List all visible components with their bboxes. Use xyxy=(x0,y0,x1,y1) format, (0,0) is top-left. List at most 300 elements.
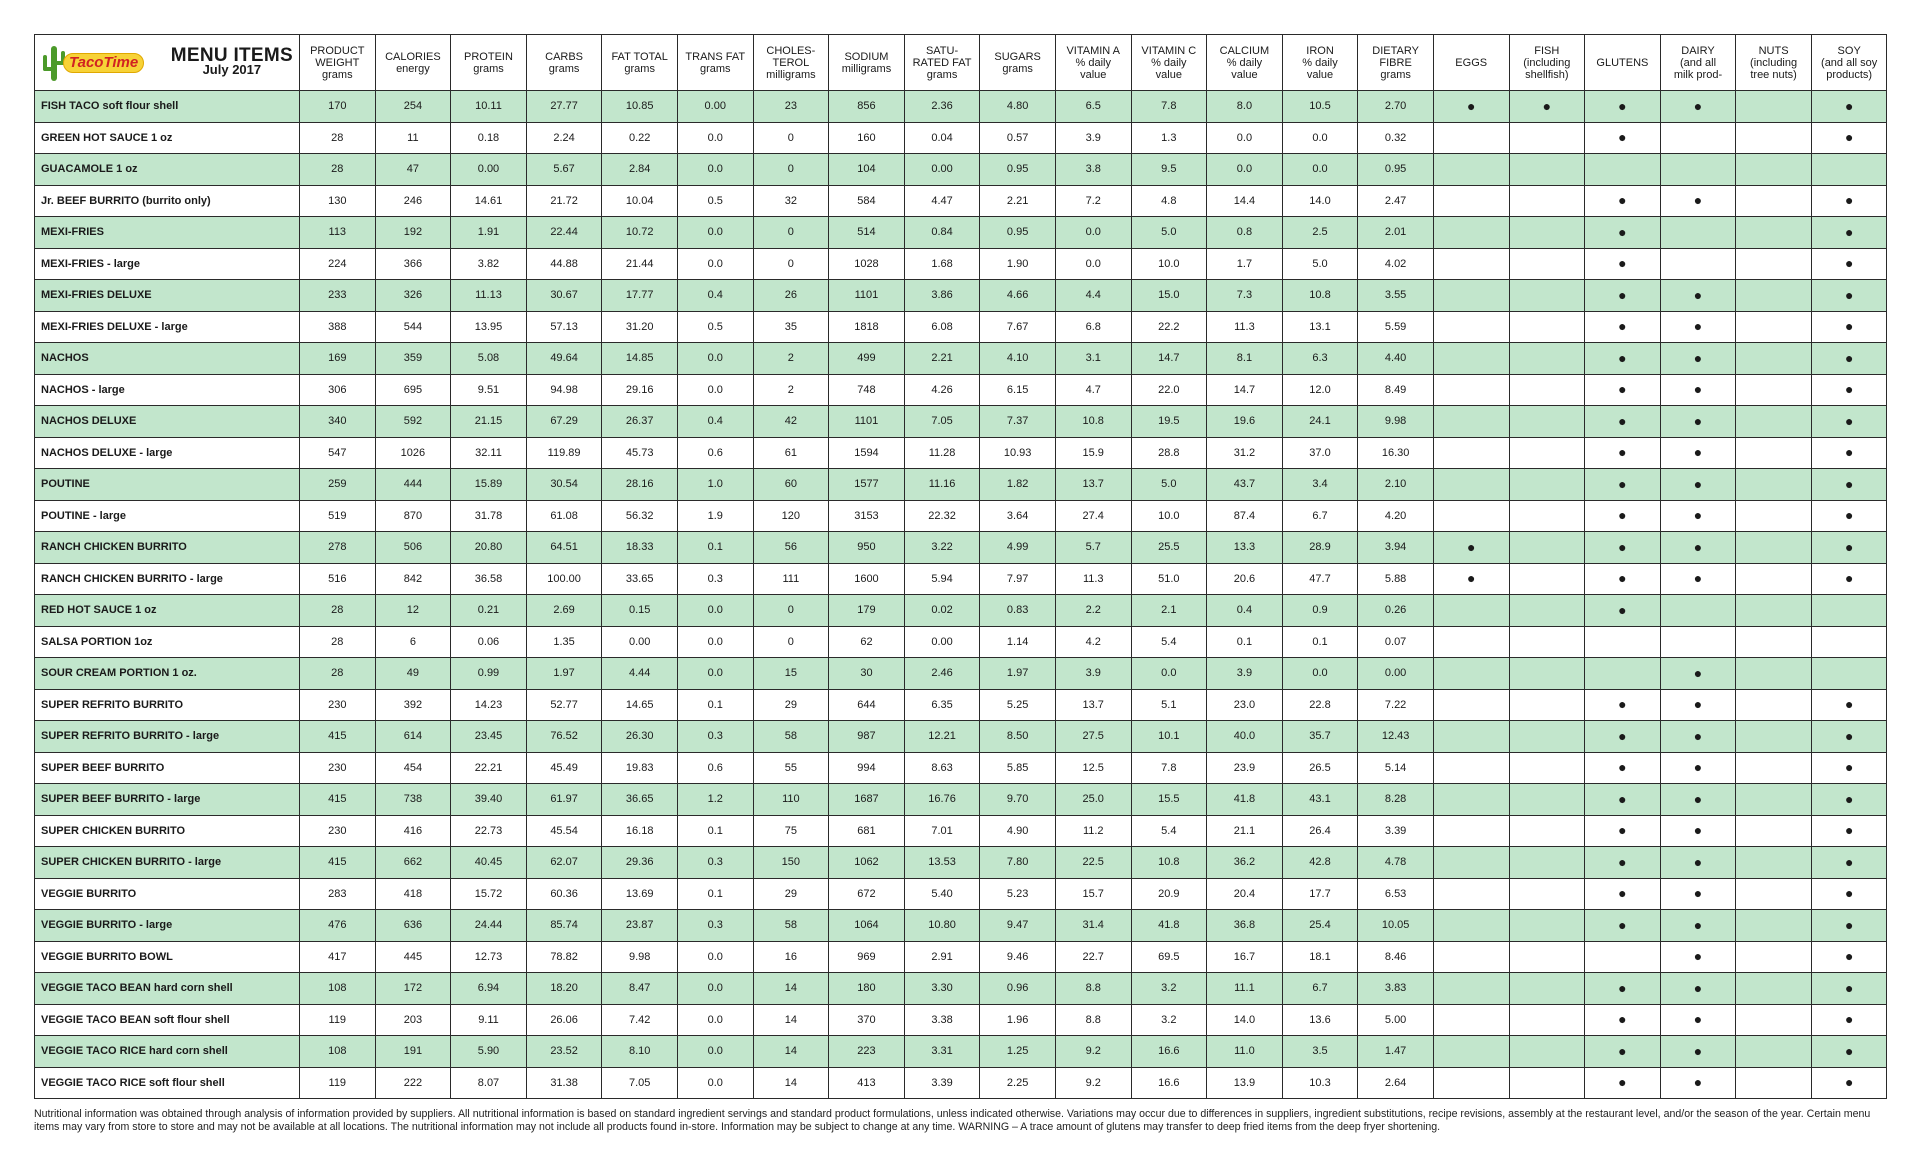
nutrient-value: 42.8 xyxy=(1282,847,1358,879)
nutrient-value: 0.0 xyxy=(677,248,753,280)
nutrient-value: 0.95 xyxy=(980,217,1056,249)
allergen-dot-icon: ● xyxy=(1618,97,1627,114)
allergen-cell xyxy=(1585,532,1661,564)
nutrient-value: 113 xyxy=(300,217,376,249)
column-header xyxy=(1585,35,1661,91)
nutrient-value: 14.85 xyxy=(602,343,678,375)
allergen-dot-icon: ● xyxy=(1693,475,1703,492)
allergen-dot-icon: ● xyxy=(1693,1042,1703,1059)
nutrient-value: 388 xyxy=(300,311,376,343)
allergen-cell xyxy=(1811,815,1887,847)
allergen-dot-icon: ● xyxy=(1466,570,1476,587)
nutrient-value: 36.65 xyxy=(602,784,678,816)
nutrient-value: 5.1 xyxy=(1131,689,1207,721)
nutrient-value: 45.49 xyxy=(526,752,602,784)
nutrient-value: 10.72 xyxy=(602,217,678,249)
nutrient-value: 4.44 xyxy=(602,658,678,690)
allergen-dot-icon: ● xyxy=(1693,885,1703,902)
allergen-cell xyxy=(1811,941,1887,973)
nutrient-value: 6.08 xyxy=(904,311,980,343)
allergen-cell xyxy=(1509,941,1585,973)
nutrient-value: 44.88 xyxy=(526,248,602,280)
column-header-line: CALCIUM xyxy=(1219,44,1270,57)
nutrient-value: 2.01 xyxy=(1358,217,1434,249)
column-header xyxy=(1433,35,1509,91)
nutrient-value: 0 xyxy=(753,248,829,280)
nutrient-value: 5.14 xyxy=(1358,752,1434,784)
allergen-cell xyxy=(1736,217,1812,249)
allergen-dot-icon: ● xyxy=(1618,349,1627,366)
nutrient-value: 476 xyxy=(300,910,376,942)
column-header-line: CHOLES- xyxy=(766,44,816,57)
nutrient-value: 0.4 xyxy=(1207,595,1283,627)
allergen-cell xyxy=(1811,185,1887,217)
allergen-dot-icon: ● xyxy=(1618,696,1627,713)
column-header-line: PRODUCT xyxy=(310,44,365,57)
nutrient-value: 2.84 xyxy=(602,154,678,186)
allergen-cell xyxy=(1509,248,1585,280)
menu-item-name: RANCH CHICKEN BURRITO xyxy=(35,532,300,564)
table-row xyxy=(35,343,1887,375)
header-row xyxy=(35,35,1887,91)
nutrient-value: 6.8 xyxy=(1055,311,1131,343)
nutrient-value: 18.20 xyxy=(526,973,602,1005)
nutrient-value: 672 xyxy=(829,878,905,910)
nutrient-value: 12.73 xyxy=(451,941,527,973)
nutrient-value: 21.1 xyxy=(1207,815,1283,847)
nutrient-value: 516 xyxy=(300,563,376,595)
nutrient-value: 31.4 xyxy=(1055,910,1131,942)
table-row xyxy=(35,500,1887,532)
allergen-cell xyxy=(1660,973,1736,1005)
table-row xyxy=(35,1067,1887,1099)
nutrient-value: 28.9 xyxy=(1282,532,1358,564)
nutrient-value: 2.36 xyxy=(904,91,980,123)
nutrient-value: 1.25 xyxy=(980,1036,1056,1068)
nutrient-value: 28 xyxy=(300,154,376,186)
nutrient-value: 78.82 xyxy=(526,941,602,973)
nutrient-value: 519 xyxy=(300,500,376,532)
allergen-cell xyxy=(1736,122,1812,154)
allergen-cell xyxy=(1433,185,1509,217)
allergen-cell xyxy=(1736,532,1812,564)
nutrient-value: 55 xyxy=(753,752,829,784)
tacotime-logo xyxy=(41,43,144,83)
nutrient-value: 2.70 xyxy=(1358,91,1434,123)
allergen-cell xyxy=(1736,973,1812,1005)
nutrient-value: 0.3 xyxy=(677,847,753,879)
allergen-cell xyxy=(1509,563,1585,595)
allergen-cell xyxy=(1509,91,1585,123)
nutrient-value: 19.83 xyxy=(602,752,678,784)
menu-item-name: VEGGIE BURRITO - large xyxy=(35,910,300,942)
nutrient-value: 43.1 xyxy=(1282,784,1358,816)
menu-item-name: SUPER REFRITO BURRITO xyxy=(35,689,300,721)
nutrient-value: 8.46 xyxy=(1358,941,1434,973)
menu-item-name: SOUR CREAM PORTION 1 oz. xyxy=(35,658,300,690)
table-body xyxy=(35,91,1887,1099)
menu-item-name: Jr. BEEF BURRITO (burrito only) xyxy=(35,185,300,217)
nutrient-value: 7.05 xyxy=(602,1067,678,1099)
nutrient-value: 17.77 xyxy=(602,280,678,312)
nutrient-value: 13.7 xyxy=(1055,469,1131,501)
nutrient-value: 5.88 xyxy=(1358,563,1434,595)
nutrient-value: 13.95 xyxy=(451,311,527,343)
allergen-cell xyxy=(1433,437,1509,469)
column-header xyxy=(375,35,451,91)
allergen-cell xyxy=(1660,1036,1736,1068)
nutrient-value: 1577 xyxy=(829,469,905,501)
nutrient-value: 259 xyxy=(300,469,376,501)
nutrient-value: 0.1 xyxy=(677,532,753,564)
nutrient-value: 6.35 xyxy=(904,689,980,721)
nutrient-value: 23.0 xyxy=(1207,689,1283,721)
nutrient-value: 30 xyxy=(829,658,905,690)
nutrient-value: 15.89 xyxy=(451,469,527,501)
nutrient-value: 31.2 xyxy=(1207,437,1283,469)
nutrient-value: 13.9 xyxy=(1207,1067,1283,1099)
nutrient-value: 1.97 xyxy=(526,658,602,690)
allergen-dot-icon: ● xyxy=(1618,979,1627,996)
allergen-cell xyxy=(1585,217,1661,249)
nutrient-value: 23.9 xyxy=(1207,752,1283,784)
table-row xyxy=(35,941,1887,973)
nutrient-value: 8.07 xyxy=(451,1067,527,1099)
nutrient-value: 0.0 xyxy=(677,1004,753,1036)
nutrient-value: 4.4 xyxy=(1055,280,1131,312)
allergen-cell xyxy=(1433,595,1509,627)
nutrient-value: 52.77 xyxy=(526,689,602,721)
nutrient-value: 14.4 xyxy=(1207,185,1283,217)
nutrient-value: 415 xyxy=(300,721,376,753)
column-header-line: SOY xyxy=(1837,44,1861,57)
allergen-cell xyxy=(1736,185,1812,217)
nutrient-value: 1.47 xyxy=(1358,1036,1434,1068)
nutrient-value: 445 xyxy=(375,941,451,973)
nutrient-value: 14.0 xyxy=(1207,1004,1283,1036)
nutrient-value: 0.07 xyxy=(1358,626,1434,658)
allergen-dot-icon: ● xyxy=(1618,507,1627,524)
nutrient-value: 4.80 xyxy=(980,91,1056,123)
menu-item-name: MEXI-FRIES DELUXE - large xyxy=(35,311,300,343)
nutrient-value: 3.55 xyxy=(1358,280,1434,312)
nutrient-value: 0.0 xyxy=(677,1067,753,1099)
nutrient-value: 85.74 xyxy=(526,910,602,942)
nutrient-value: 5.0 xyxy=(1131,217,1207,249)
nutrient-value: 1.14 xyxy=(980,626,1056,658)
allergen-dot-icon: ● xyxy=(1693,97,1703,114)
column-header-line: TRANS FAT xyxy=(685,50,746,63)
nutrient-value: 24.1 xyxy=(1282,406,1358,438)
nutrient-value: 3.8 xyxy=(1055,154,1131,186)
column-header-line: grams xyxy=(624,62,655,75)
nutrient-value: 11.3 xyxy=(1055,563,1131,595)
allergen-cell xyxy=(1736,154,1812,186)
nutrient-value: 415 xyxy=(300,784,376,816)
nutrient-value: 454 xyxy=(375,752,451,784)
nutrient-value: 5.4 xyxy=(1131,626,1207,658)
nutrient-value: 20.6 xyxy=(1207,563,1283,595)
allergen-dot-icon: ● xyxy=(1618,759,1627,776)
nutrient-value: 3.82 xyxy=(451,248,527,280)
nutrient-value: 0.5 xyxy=(677,185,753,217)
nutrient-value: 13.7 xyxy=(1055,689,1131,721)
nutrient-value: 1.3 xyxy=(1131,122,1207,154)
allergen-dot-icon: ● xyxy=(1693,412,1703,429)
allergen-cell xyxy=(1811,752,1887,784)
nutrient-value: 21.72 xyxy=(526,185,602,217)
table-row xyxy=(35,1036,1887,1068)
nutrient-value: 76.52 xyxy=(526,721,602,753)
allergen-dot-icon: ● xyxy=(1844,223,1854,240)
nutrient-value: 14.65 xyxy=(602,689,678,721)
table-row xyxy=(35,973,1887,1005)
nutrient-value: 29 xyxy=(753,878,829,910)
nutrient-value: 26.5 xyxy=(1282,752,1358,784)
allergen-cell xyxy=(1736,721,1812,753)
allergen-cell xyxy=(1585,248,1661,280)
nutrient-value: 58 xyxy=(753,910,829,942)
nutrient-value: 0.83 xyxy=(980,595,1056,627)
nutrient-value: 172 xyxy=(375,973,451,1005)
table-row xyxy=(35,248,1887,280)
nutrient-value: 1.91 xyxy=(451,217,527,249)
nutrient-value: 7.22 xyxy=(1358,689,1434,721)
allergen-cell xyxy=(1736,626,1812,658)
nutrient-value: 6.7 xyxy=(1282,973,1358,1005)
allergen-cell xyxy=(1811,406,1887,438)
allergen-dot-icon: ● xyxy=(1618,570,1627,587)
nutrient-value: 0 xyxy=(753,154,829,186)
allergen-dot-icon: ● xyxy=(1618,916,1627,933)
nutrient-value: 12.21 xyxy=(904,721,980,753)
allergen-dot-icon: ● xyxy=(1618,1042,1627,1059)
nutrient-value: 14.7 xyxy=(1207,374,1283,406)
nutrient-value: 0.00 xyxy=(451,154,527,186)
nutrient-value: 150 xyxy=(753,847,829,879)
nutrient-value: 748 xyxy=(829,374,905,406)
allergen-cell xyxy=(1736,658,1812,690)
column-header-line: grams xyxy=(1380,68,1411,81)
nutrient-value: 695 xyxy=(375,374,451,406)
nutrient-value: 9.98 xyxy=(1358,406,1434,438)
nutrient-value: 23.52 xyxy=(526,1036,602,1068)
allergen-cell xyxy=(1585,406,1661,438)
allergen-dot-icon: ● xyxy=(1693,822,1703,839)
column-header-line: milligrams xyxy=(766,68,816,81)
column-header xyxy=(1131,35,1207,91)
nutrient-value: 2.69 xyxy=(526,595,602,627)
nutrient-value: 0.6 xyxy=(677,752,753,784)
nutrient-value: 13.1 xyxy=(1282,311,1358,343)
nutrient-value: 21.15 xyxy=(451,406,527,438)
nutrient-value: 5.40 xyxy=(904,878,980,910)
allergen-cell xyxy=(1585,815,1661,847)
nutrient-value: 119.89 xyxy=(526,437,602,469)
column-header-line: WEIGHT xyxy=(315,56,360,69)
table-row xyxy=(35,406,1887,438)
nutrient-value: 26.06 xyxy=(526,1004,602,1036)
nutrient-value: 4.90 xyxy=(980,815,1056,847)
nutrient-value: 22.0 xyxy=(1131,374,1207,406)
nutrient-value: 0.06 xyxy=(451,626,527,658)
table-row xyxy=(35,847,1887,879)
column-header-line: VITAMIN C xyxy=(1141,44,1197,57)
allergen-dot-icon: ● xyxy=(1693,696,1703,713)
nutrient-value: 3.2 xyxy=(1131,973,1207,1005)
allergen-cell xyxy=(1736,343,1812,375)
nutrient-value: 0.1 xyxy=(1282,626,1358,658)
menu-item-name: SALSA PORTION 1oz xyxy=(35,626,300,658)
allergen-cell xyxy=(1509,122,1585,154)
nutrient-value: 191 xyxy=(375,1036,451,1068)
allergen-cell xyxy=(1585,973,1661,1005)
nutrient-value: 415 xyxy=(300,847,376,879)
allergen-dot-icon: ● xyxy=(1693,538,1703,555)
allergen-cell xyxy=(1585,878,1661,910)
allergen-dot-icon: ● xyxy=(1844,475,1854,492)
allergen-cell xyxy=(1811,217,1887,249)
nutrient-value: 111 xyxy=(753,563,829,595)
nutrient-value: 0.0 xyxy=(677,1036,753,1068)
allergen-cell xyxy=(1509,343,1585,375)
nutrient-value: 6 xyxy=(375,626,451,658)
allergen-cell xyxy=(1509,752,1585,784)
allergen-cell xyxy=(1660,721,1736,753)
nutrient-value: 8.1 xyxy=(1207,343,1283,375)
nutrient-value: 24.44 xyxy=(451,910,527,942)
table-row xyxy=(35,280,1887,312)
nutrient-value: 0.15 xyxy=(602,595,678,627)
allergen-cell xyxy=(1811,154,1887,186)
nutrient-value: 5.23 xyxy=(980,878,1056,910)
nutrient-value: 14.7 xyxy=(1131,343,1207,375)
allergen-cell xyxy=(1811,563,1887,595)
nutrient-value: 31.78 xyxy=(451,500,527,532)
nutrient-value: 230 xyxy=(300,752,376,784)
nutrient-value: 0.00 xyxy=(602,626,678,658)
allergen-cell xyxy=(1736,280,1812,312)
allergen-cell xyxy=(1660,280,1736,312)
nutrient-value: 49 xyxy=(375,658,451,690)
column-header xyxy=(526,35,602,91)
allergen-cell xyxy=(1736,1004,1812,1036)
allergen-cell xyxy=(1509,154,1585,186)
nutrient-value: 0.0 xyxy=(1207,122,1283,154)
allergen-cell xyxy=(1811,500,1887,532)
nutrient-value: 25.5 xyxy=(1131,532,1207,564)
allergen-dot-icon: ● xyxy=(1693,948,1703,965)
column-header-line: tree nuts) xyxy=(1750,68,1797,81)
allergen-cell xyxy=(1811,658,1887,690)
allergen-dot-icon: ● xyxy=(1693,570,1703,587)
nutrient-value: 1.90 xyxy=(980,248,1056,280)
nutrient-value: 0.0 xyxy=(1207,154,1283,186)
nutrient-value: 416 xyxy=(375,815,451,847)
nutrient-value: 1101 xyxy=(829,406,905,438)
nutrient-value: 61.97 xyxy=(526,784,602,816)
column-header-line: (including xyxy=(1523,56,1571,69)
nutrient-value: 506 xyxy=(375,532,451,564)
column-header-line: (including xyxy=(1750,56,1798,69)
nutrient-value: 0.1 xyxy=(677,815,753,847)
nutrient-value: 2.10 xyxy=(1358,469,1434,501)
column-header xyxy=(1509,35,1585,91)
nutrient-value: 5.00 xyxy=(1358,1004,1434,1036)
nutrient-value: 0.02 xyxy=(904,595,980,627)
nutrient-value: 9.2 xyxy=(1055,1067,1131,1099)
nutrient-value: 1026 xyxy=(375,437,451,469)
nutrient-value: 32.11 xyxy=(451,437,527,469)
nutrient-value: 230 xyxy=(300,689,376,721)
table-header xyxy=(35,35,1887,91)
nutrient-value: 22.21 xyxy=(451,752,527,784)
allergen-cell xyxy=(1509,374,1585,406)
nutrient-value: 12.5 xyxy=(1055,752,1131,784)
nutrient-value: 10.1 xyxy=(1131,721,1207,753)
allergen-cell xyxy=(1736,248,1812,280)
nutrient-value: 23.45 xyxy=(451,721,527,753)
nutrient-value: 0.95 xyxy=(980,154,1056,186)
nutrient-value: 4.20 xyxy=(1358,500,1434,532)
nutrient-value: 0.0 xyxy=(677,374,753,406)
allergen-cell xyxy=(1585,721,1661,753)
column-header-line: DAIRY xyxy=(1681,44,1715,57)
table-row xyxy=(35,815,1887,847)
nutrient-value: 0.0 xyxy=(1131,658,1207,690)
nutrient-value: 0.00 xyxy=(1358,658,1434,690)
allergen-cell xyxy=(1433,847,1509,879)
allergen-cell xyxy=(1811,1067,1887,1099)
allergen-cell xyxy=(1433,1004,1509,1036)
menu-item-name: SUPER CHICKEN BURRITO - large xyxy=(35,847,300,879)
allergen-cell xyxy=(1660,1067,1736,1099)
nutrient-value: 6.7 xyxy=(1282,500,1358,532)
allergen-dot-icon: ● xyxy=(1844,979,1854,996)
nutrient-value: 1.96 xyxy=(980,1004,1056,1036)
nutrient-value: 644 xyxy=(829,689,905,721)
nutrient-value: 27.5 xyxy=(1055,721,1131,753)
allergen-cell xyxy=(1736,595,1812,627)
nutrient-value: 11 xyxy=(375,122,451,154)
column-header-line: NUTS xyxy=(1758,44,1789,57)
nutrient-value: 16 xyxy=(753,941,829,973)
nutrient-value: 0.4 xyxy=(677,406,753,438)
allergen-cell xyxy=(1811,469,1887,501)
allergen-cell xyxy=(1660,626,1736,658)
nutrient-value: 2.21 xyxy=(980,185,1056,217)
allergen-cell xyxy=(1736,563,1812,595)
allergen-cell xyxy=(1585,185,1661,217)
nutrient-value: 28 xyxy=(300,626,376,658)
allergen-cell xyxy=(1585,311,1661,343)
nutrient-value: 4.7 xyxy=(1055,374,1131,406)
nutrient-value: 0.0 xyxy=(1282,154,1358,186)
nutrient-value: 28.16 xyxy=(602,469,678,501)
nutrient-value: 584 xyxy=(829,185,905,217)
column-header xyxy=(1358,35,1434,91)
allergen-cell xyxy=(1660,248,1736,280)
allergen-dot-icon: ● xyxy=(1844,696,1854,713)
table-row xyxy=(35,217,1887,249)
column-header-line: % daily xyxy=(1075,56,1111,69)
nutrient-value: 12.0 xyxy=(1282,374,1358,406)
nutrient-value: 0.0 xyxy=(677,122,753,154)
allergen-cell xyxy=(1736,311,1812,343)
allergen-cell xyxy=(1585,280,1661,312)
allergen-dot-icon: ● xyxy=(1844,790,1854,807)
nutrient-value: 29.36 xyxy=(602,847,678,879)
